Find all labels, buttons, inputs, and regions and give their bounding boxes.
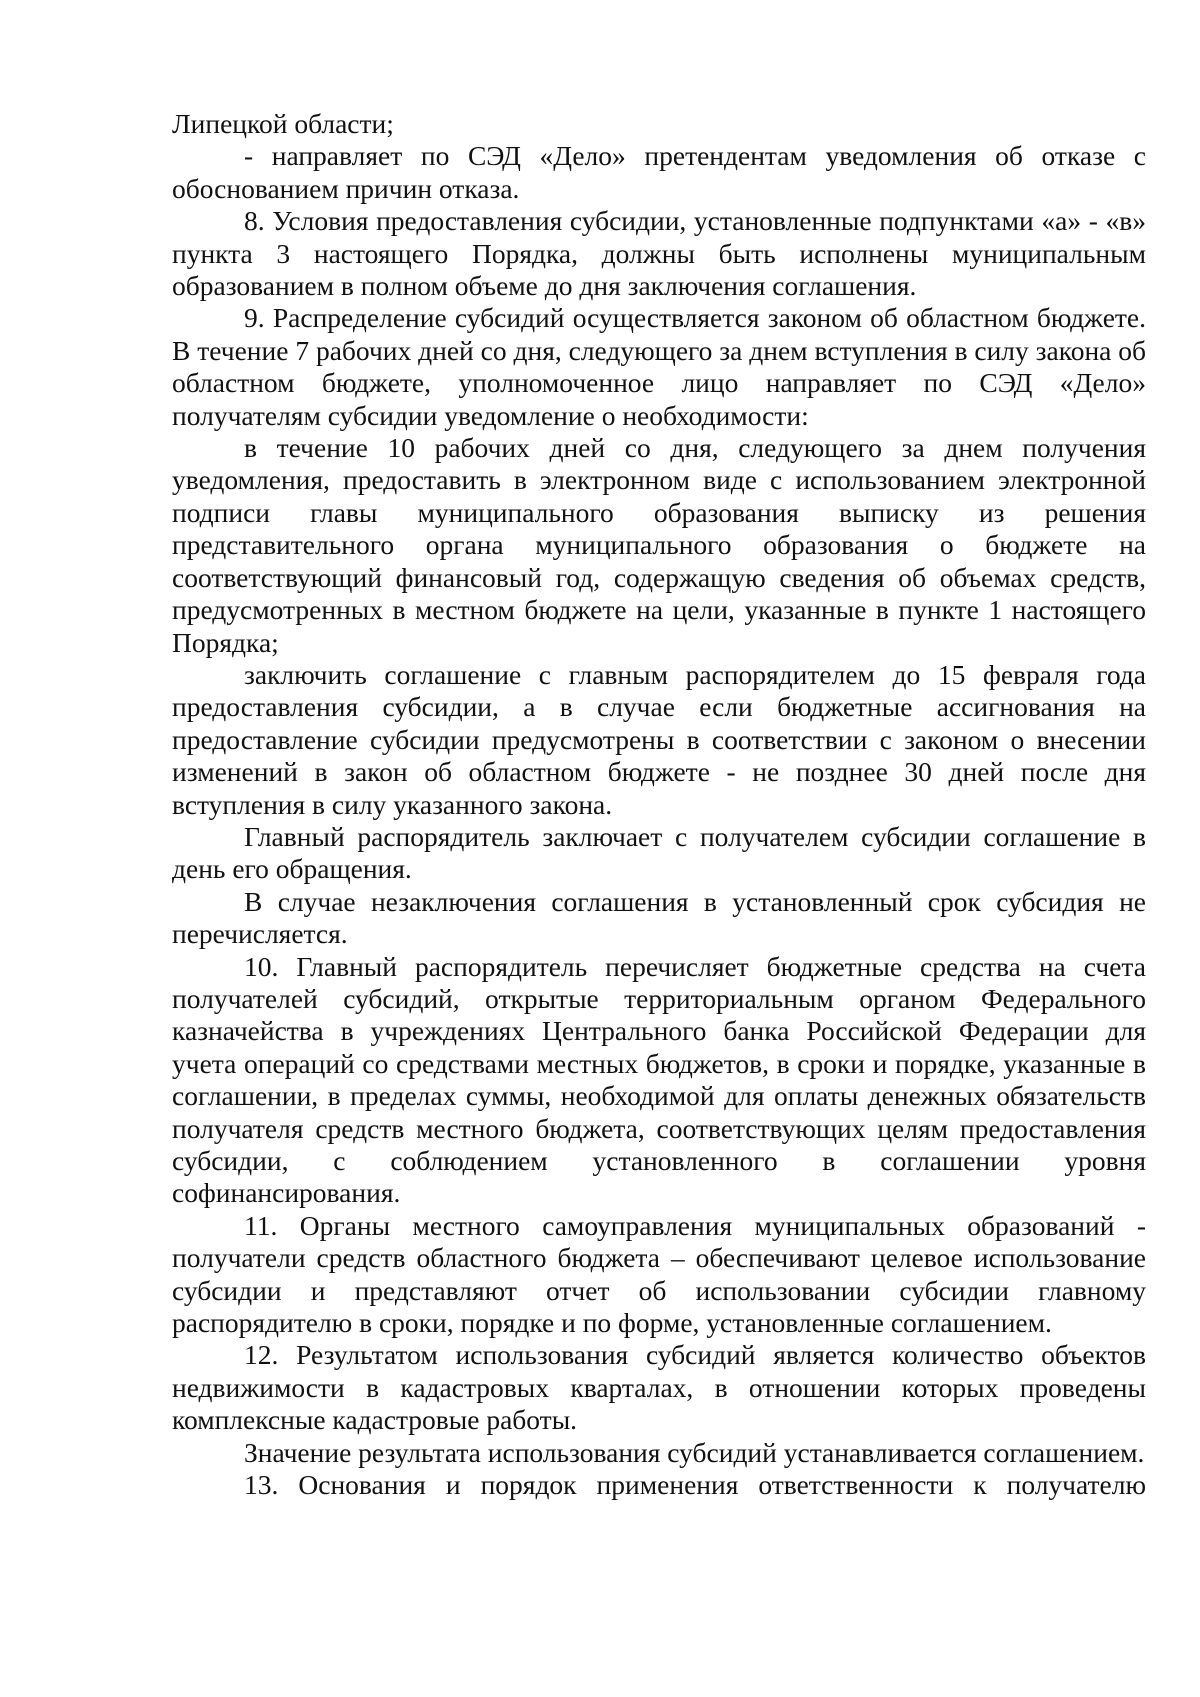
paragraph-item-8: 8. Условия предоставления субсидии, установленные подпунктами «а» - «в» пункта 3 настоящего Порядка, должны быть исполнены муниципальным образованием в полном объеме до дня заключения соглашения. bbox=[172, 205, 1146, 302]
paragraph-continuation: Липецкой области; bbox=[172, 108, 394, 139]
paragraph-item-12: 12. Результатом использования субсидий является количество объектов недвижимости в кадастровых кварталах, в отношении которых проведены комплексные кадастровые работы. bbox=[172, 1339, 1146, 1436]
paragraph-agreement-day: Главный распорядитель заключает с получателем субсидии соглашение в день его обращения. bbox=[172, 820, 1146, 885]
paragraph-item-11: 11. Органы местного самоуправления муниципальных образований - получатели средств областного бюджета – обеспечивают целевое использование субсидии и представляют отчет об использовании субсидии главному распорядителю в сроки, порядке и по форме, установленные соглашением. bbox=[172, 1209, 1146, 1339]
paragraph-result-value: Значение результата использования субсидий устанавливается соглашением. bbox=[244, 1436, 1145, 1468]
paragraph-item-10: 10. Главный распорядитель перечисляет бюджетные средства на счета получателей субсидий, открытые территориальным органом Федерального казначейства в учреждениях Центрального банка Российской Федерации для учета операций со средствами местных бюджетов, в сроки и порядке, указанные в соглашении, в пределах суммы, необходимой для оплаты денежных обязательств получателя средств местного бюджета, соответствующих целям предоставления субсидии, с соблюдением установленного в соглашении уровня софинансирования. bbox=[172, 950, 1146, 1209]
document-page bbox=[172, 108, 1146, 1501]
paragraph-item-9: 9. Распределение субсидий осуществляется законом об областном бюджете. В течение 7 рабочих дней со дня, следующего за днем вступления в силу закона об областном бюджете, уполномоченное лицо направляет по СЭД «Дело» получателям субсидии уведомление о необходимости: bbox=[172, 302, 1146, 431]
paragraph-item-13: 13. Основания и порядок применения ответственности к получателю bbox=[244, 1469, 1146, 1501]
paragraph-item-9-sub-2: заключить соглашение с главным распорядителем до 15 февраля года предоставления субсидии, а в случае если бюджетные ассигнования на предоставление субсидии предусмотрены в соответствии с законом о внесении изменений в закон об областном бюджете - не позднее 30 дней после дня вступления в силу указанного закона. bbox=[172, 658, 1146, 820]
paragraph-no-agreement: В случае незаключения соглашения в установленный срок субсидия не перечисляется. bbox=[172, 885, 1146, 950]
paragraph-item-9-sub-1: в течение 10 рабочих дней со дня, следующего за днем получения уведомления, предоставить в электронном виде с использованием электронной подписи главы муниципального образования выписку из решения представительного органа муниципального образования о бюджете на соответствующий финансовый год, содержащую сведения об объемах средств, предусмотренных в местном бюджете на цели, указанные в пункте 1 настоящего Порядка; bbox=[172, 432, 1146, 658]
paragraph-refusal-notice: - направляет по СЭД «Дело» претендентам уведомления об отказе с обоснованием причин отказа. bbox=[172, 140, 1146, 204]
